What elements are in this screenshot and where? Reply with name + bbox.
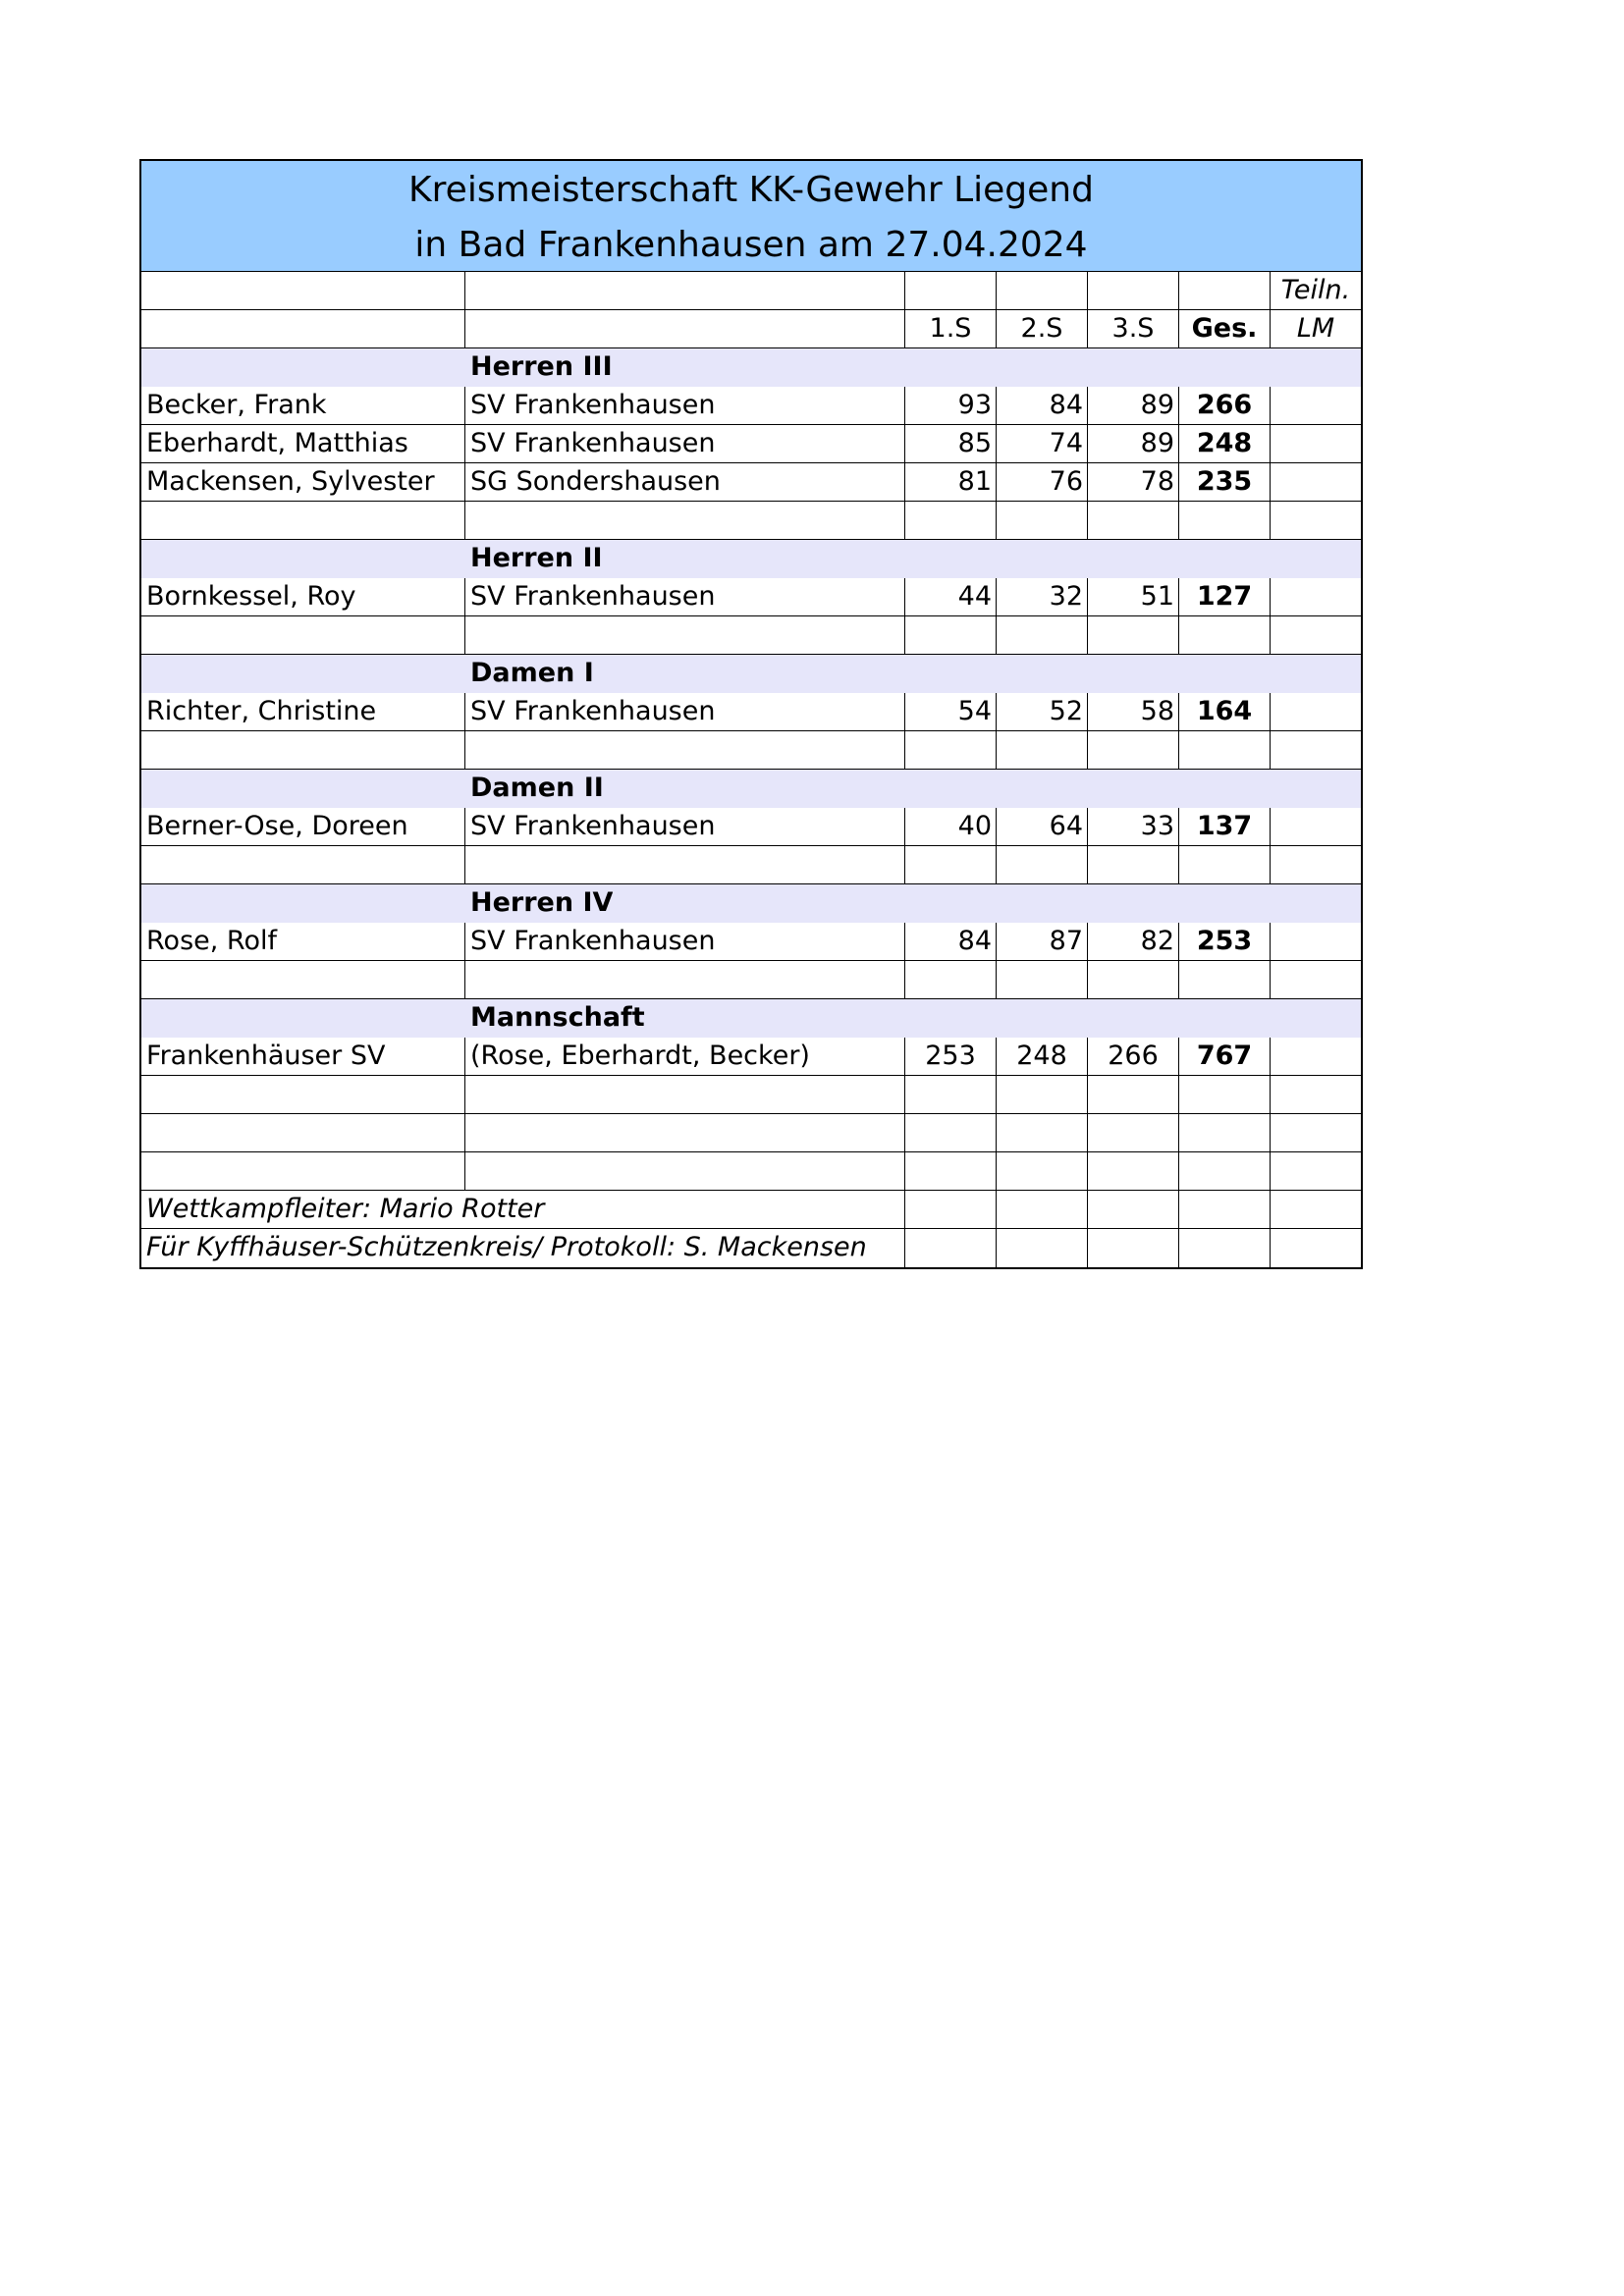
- table-row: [141, 578, 1361, 616]
- score-total: 235: [1179, 463, 1271, 501]
- title-line-1: Kreismeisterschaft KK-Gewehr Liegend: [408, 170, 1094, 210]
- table-row: [141, 923, 1361, 961]
- header-lm: LM: [1296, 313, 1335, 344]
- team-members: (Rose, Eberhardt, Becker): [465, 1038, 905, 1075]
- empty-row: [141, 1114, 1361, 1152]
- empty-row: [141, 502, 1361, 540]
- header-s3: 3.S: [1088, 310, 1179, 347]
- sheet-title: [141, 161, 1361, 272]
- category-label: Damen I: [470, 658, 594, 688]
- club-name: SV Frankenhausen: [465, 578, 905, 615]
- empty-row: [141, 846, 1361, 884]
- score-s2: 248: [997, 1038, 1088, 1075]
- score-s1: 85: [905, 425, 997, 462]
- score-s2: 84: [997, 387, 1088, 424]
- category-row: [141, 999, 1361, 1038]
- score-s3: 82: [1088, 923, 1179, 960]
- score-s3: 58: [1088, 693, 1179, 730]
- table-row: [141, 387, 1361, 425]
- header-s2: 2.S: [997, 310, 1088, 347]
- team-name: Frankenhäuser SV: [141, 1038, 465, 1075]
- shooter-name: Rose, Rolf: [141, 923, 465, 960]
- score-total: 164: [1179, 693, 1271, 730]
- empty-row: [141, 731, 1361, 770]
- score-s3: 51: [1088, 578, 1179, 615]
- title-line-2: in Bad Frankenhausen am 27.04.2024: [414, 225, 1088, 265]
- category-label: Herren III: [470, 351, 613, 382]
- team-row: [141, 1038, 1361, 1076]
- score-s2: 74: [997, 425, 1088, 462]
- club-name: SV Frankenhausen: [465, 425, 905, 462]
- empty-row: [141, 616, 1361, 655]
- footer-row: [141, 1191, 1361, 1229]
- category-label: Herren II: [470, 543, 603, 573]
- shooter-name: Mackensen, Sylvester: [141, 463, 465, 501]
- score-s3: 89: [1088, 425, 1179, 462]
- shooter-name: Berner-Ose, Doreen: [141, 808, 465, 845]
- shooter-name: Eberhardt, Matthias: [141, 425, 465, 462]
- category-row: [141, 540, 1361, 578]
- header-ges: Ges.: [1179, 310, 1271, 347]
- score-s1: 54: [905, 693, 997, 730]
- category-label: Damen II: [470, 773, 604, 803]
- score-s3: 266: [1088, 1038, 1179, 1075]
- score-s3: 33: [1088, 808, 1179, 845]
- score-total: 127: [1179, 578, 1271, 615]
- header-s1: 1.S: [905, 310, 997, 347]
- score-s1: 253: [905, 1038, 997, 1075]
- category-label: Herren IV: [470, 887, 614, 918]
- score-s2: 76: [997, 463, 1088, 501]
- score-s3: 89: [1088, 387, 1179, 424]
- table-row: [141, 808, 1361, 846]
- shooter-name: Becker, Frank: [141, 387, 465, 424]
- empty-row: [141, 1076, 1361, 1114]
- score-s2: 32: [997, 578, 1088, 615]
- score-s1: 44: [905, 578, 997, 615]
- score-total: 248: [1179, 425, 1271, 462]
- score-total: 253: [1179, 923, 1271, 960]
- header-row-2: [141, 310, 1361, 348]
- header-row-1: [141, 272, 1361, 310]
- table-row: [141, 425, 1361, 463]
- shooter-name: Richter, Christine: [141, 693, 465, 730]
- score-s2: 87: [997, 923, 1088, 960]
- protocol-note: Für Kyffhäuser-Schützenkreis/ Protokoll: S. Mackensen: [141, 1229, 905, 1267]
- score-total: 767: [1179, 1038, 1271, 1075]
- club-name: SV Frankenhausen: [465, 808, 905, 845]
- table-row: [141, 693, 1361, 731]
- category-label: Mannschaft: [470, 1002, 645, 1033]
- club-name: SV Frankenhausen: [465, 387, 905, 424]
- header-teiln: Teiln.: [1280, 275, 1351, 305]
- table-row: [141, 463, 1361, 502]
- club-name: SV Frankenhausen: [465, 923, 905, 960]
- score-s1: 84: [905, 923, 997, 960]
- score-total: 137: [1179, 808, 1271, 845]
- club-name: SV Frankenhausen: [465, 693, 905, 730]
- score-s1: 93: [905, 387, 997, 424]
- category-row: [141, 770, 1361, 808]
- score-s2: 64: [997, 808, 1088, 845]
- competition-leader: Wettkampfleiter: Mario Rotter: [141, 1191, 905, 1228]
- score-s1: 40: [905, 808, 997, 845]
- footer-row: [141, 1229, 1361, 1267]
- empty-row: [141, 1152, 1361, 1191]
- category-row: [141, 348, 1361, 387]
- empty-row: [141, 961, 1361, 999]
- score-s2: 52: [997, 693, 1088, 730]
- category-row: [141, 655, 1361, 693]
- score-s1: 81: [905, 463, 997, 501]
- shooter-name: Bornkessel, Roy: [141, 578, 465, 615]
- category-row: [141, 884, 1361, 923]
- club-name: SG Sondershausen: [465, 463, 905, 501]
- score-s3: 78: [1088, 463, 1179, 501]
- results-sheet: [139, 159, 1363, 1269]
- score-total: 266: [1179, 387, 1271, 424]
